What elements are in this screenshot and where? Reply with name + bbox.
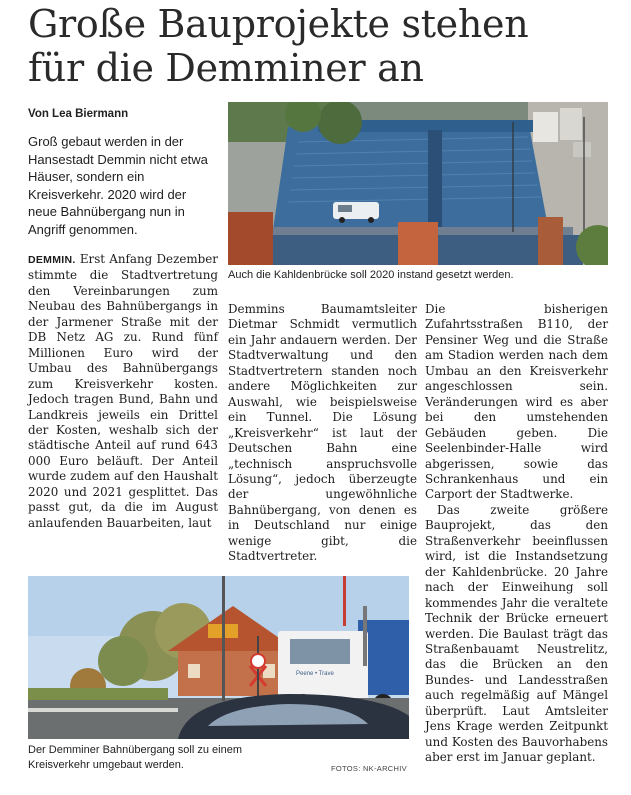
crossing-photo-illustration (28, 576, 409, 739)
body-text: Erst Anfang Dezember stimmte die Stadtvertretung den Vereinbarungen zum Neubau des Bahnübergangs in der Jarmener Straße mit der DB Netz AG zu. Rund fünf Millionen Euro wird der Umbau des Bahnübergangs zum Kreisverkehr kosten. Jedoch tragen Bund, Bahn und Landkreis jeweils ein Drittel der Kosten, weshalb sich der städtische Anteil auf rund 643 000 Euro beläuft. Der Anteil wurde zudem auf den Haushalt 2020 und 2021 gesplittet. Das passt gut, da die im August anlaufenden Bauarbeiten, laut (28, 252, 218, 530)
paragraph: Demmins Baumamtsleiter Dietmar Schmidt vermutlich ein Jahr andauern werden. Der Stadtverwaltung und den Stadtvertretern standen noch andere Möglichkeiten zur Auswahl, wie beispielsweise ein Tunnel. Die Lösung „Kreisverkehr“ ist laut der Deutschen Bahn eine „technisch anspruchsvolle Lösung“, jedoch überzeugte der ungewöhnliche Bahnübergang, von denen es in Deutschland nur einige wenige gibt, die Stadtvertreter. (228, 302, 417, 564)
bridge-photo (228, 102, 608, 265)
article-column-2 (228, 302, 417, 565)
headline-line-1: Große Bauprojekte stehen (28, 2, 529, 46)
article-headline (28, 2, 618, 90)
truck-lettering: Peene • Trave (296, 671, 334, 677)
article-column-1 (28, 252, 218, 531)
photo-credit: FOTOS: NK-ARCHIV (331, 764, 407, 773)
crossing-photo (28, 576, 409, 739)
bridge-photo-illustration (228, 102, 608, 265)
article-column-3 (425, 302, 608, 766)
paragraph: Das zweite größere Bauprojekt, das den Straßenverkehr beeinflussen wird, ist die Instandsetzung der Kahldenbrücke. 20 Jahre nach der Einweihung soll kommendes Jahr die veraltete Technik der Brücke erneuert werden. Die Baulast trägt das Straßenbauamt Neustrelitz, das die Brücken an den Bundes- und Landesstraßen auch regelmäßig auf Mängel überprüft. Laut Amtsleiter Jens Krage werden Zeitpunkt und Kosten des Bauvorhabens aber erst im Januar geplant. (425, 502, 608, 765)
paragraph (28, 252, 218, 531)
teaser-text: Groß gebaut werden in der Hansestadt Demmin nicht etwa Häuser, sondern ein Kreisverkehr. 2020 wird der neue Bahnübergang nun in Angriff genommen. (28, 134, 208, 237)
crossing-photo-caption: Der Demminer Bahnübergang soll zu einem Kreisverkehr umgebaut werden. (28, 744, 242, 771)
headline-line-2: für die Demminer an (28, 46, 424, 90)
dateline: DEMMIN. (28, 254, 76, 266)
paragraph: Die bisherigen Zufahrtsstraßen B110, der Pensiner Weg und die Straße am Stadion werden nach dem Umbau an den Kreisverkehr angeschlossen sein. Veränderungen wird es aber bei den umstehenden Gebäuden geben. Die Seelenbinder-Halle wird abgerissen, sowie das Schrankenhaus und ein Carport der Stadtwerke. (425, 302, 608, 502)
byline: Von Lea Biermann (28, 108, 129, 120)
bridge-photo-caption: Auch die Kahldenbrücke soll 2020 instand gesetzt werden. (228, 269, 514, 281)
